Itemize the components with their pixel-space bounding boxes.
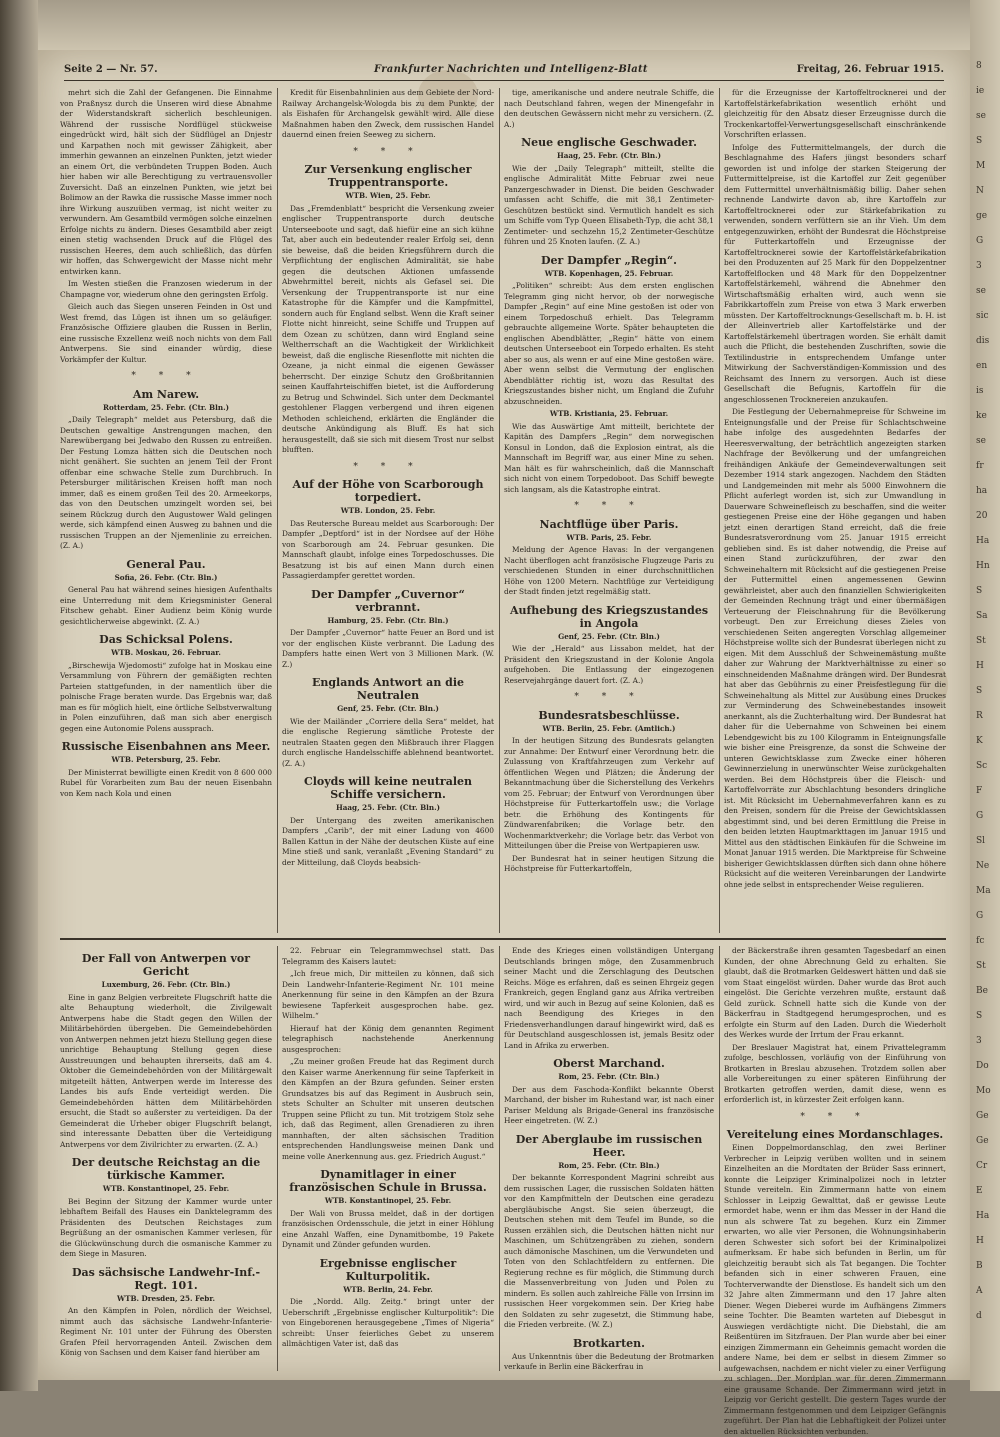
- page-top-edge: [38, 0, 970, 50]
- adjacent-page-fragment: 20: [976, 511, 988, 521]
- separator-stars: * * *: [353, 146, 423, 157]
- adjacent-page-fragment: se: [976, 436, 986, 446]
- adjacent-page-fragment: Ha: [976, 1211, 990, 1221]
- dateline: WTB. Petersburg, 25. Febr.: [111, 755, 221, 764]
- dateline: Rom, 25. Febr. (Ctr. Bln.): [558, 1072, 660, 1081]
- adjacent-page-fragment: Hn: [976, 561, 990, 571]
- article-paragraph: Meldung der Agence Havas: In der vergangenen Nacht überflogen acht französische Flugzeuge Paris zu verschiedenen Stunden in einer durchschnittlichen Höhe von 1200 Metern. Nachtflüge zur Verteidigung der Stadt finden jetzt regelmäßig statt.: [504, 545, 714, 596]
- adjacent-page-fragment: Sc: [976, 761, 988, 771]
- article-paragraph: Die Festlegung der Uebernahmepreise für Schweine im Enteignungsfalle und der Preise für Schlachtschweine habe infolge des ausgedehnten Bedarfes der Heeresverwaltung, der beträchtlich angezeigten starken Nachfrage der Bevölkerung und der umfangreichen freihändigen Ankäufe der Gemeindeverwaltungen seit Dezember 1914 stark angezogen. Nachdem den Städten und Landgemeinden mit mehr als 5000 Einwohnern die Pflicht auferlegt worden ist, sich zur Umwandlung in Dauerware Schweinefleisch zu beschaffen, sind die weiter gestiegenen Preise eine der Höhe gegangen und haben jetzt einen derartigen Stand erreicht, daß die freie Bundesratsverordnung vom 25. Januar 1915 erreicht geblieben sind. Es ist daher notwendig, die Preise auf einen Stand zurückzuführen, der zwar den Schweinehaltern mit Rücksicht auf die gestiegenen Preise der Futtermittel einen angemessenen Gewinn gewährleistet, aber auch den finanziellen Schwierigkeiten der Gemeinden Rechnung trägt und einer übermäßigen Verteuerung der Fleischnahrung für die Bevölkerung vorbeugt. Den zur Erreichung dieses Zieles von verschiedenen Seiten angeregten Vorschlag allgemeiner Höchstpreise wollte sich der Bundesrat überlegen nicht zu eigen. Mit dem Ausschluß der Schweinemästung mußte daher zur Wahrung der Marktverhältnisse zu einer so einschneidenden Maßnahme drängen wird. Der Bundesrat hat aber das Gebührnis zu einer Preisfestlegung für die Schweinehaltung als Mittel zur Ausübung eines Druckes zur Verminderung des Schweinebestandes insoweit anerkannt, als die Zuchterhaltung wird. Der Bundesrat hat daher für die Uebernahme von Schweinen bei einem Lebendgewicht bis zu 100 Kilogramm in Enteignungsfalle wie bisher eine Preisgrenze, da sonst die Schweine der unteren Gewichtsklasse zum Zwecke einer höheren Gewinnerzielung in unerwünschter Weise zurückgehalten werden. Bei dem Höchstpreis über die Fleisch- und Kartoffelvorräte zur Abschlachtung besonders dringliche ist. Mit Rücksicht im Uebernahmeverfahren kann es zu den Preisen, sondern für die Preise der Gewichtsklassen abgestimmt sind, und bei deren Ermittlung die Preise in den beiden letzten Hauptmarkttagen im Januar 1915 und Mittel aus den städtischen Einkäufen für die Schweine im Monat Januar 1915 werden. Die Marktpreise für Schweine bisheriger Gewichtsklassen dürften sich dann ohne höhere Rücksicht auf die weiteren Vereinbarungen der Landwirte ohne jede selbst in entsprechender Weise regulieren.: [724, 407, 946, 889]
- column-4: [724, 88, 946, 933]
- newspaper-page: [38, 50, 970, 1436]
- lower-column-4: [724, 946, 946, 1436]
- article-paragraph: 22. Februar ein Telegrammwechsel statt. Das Telegramm des Kaisers lautet:: [282, 946, 494, 966]
- separator-stars: * * *: [131, 371, 201, 381]
- article-headline: Der Fall von Antwerpen vor Gericht: [81, 952, 251, 978]
- issue-date: Freitag, 26. Februar 1915.: [796, 64, 944, 75]
- article-paragraph: Wie der Mailänder „Corriere della Sera“ meldet, hat die englische Regierung sämtliche Proteste der neutralen Staaten gegen den Mißbrauch ihrer Flaggen durch englische Handelsschiffe ablehnend beantwortet. (Z. A.): [282, 716, 494, 768]
- article-headline: Brotkarten.: [573, 1336, 645, 1350]
- article-paragraph: Einen Doppelmordanschlag, den zwei Berliner Verbrecher in Leipzig verüben wollten und in seinem Einzelheiten an die Mordtaten der Brüder Sass erinnert, konnte die Leipziger Kriminalpolizei noch in letzter Stunde vereiteln. Ein Zimmermann hatte von einem Schlosser in Leipzig Gewalttat, daß er gewisse Leute ermordet habe, wenn er ihm das Messer in der Hand die nun als schwere Tat zu begehen. Kurz ein Zimmer erwarten, wo alle vier Personen, die Wohnungsinhaberin deren Schwester sich sofort bei der Kriminalpolizei aufmerksam. Er habe sich befunden in Berlin, um für gleichzeitig beraubt sich als Tat begangen. Die Tochter befanden sich in einer schweren Frauen, eine Tochterverwandte der Dienstlose. Es handelt sich um den 32 Jahre alten Zimmermann und den 17 Jahre alten Diener. Wegen Dieberei wurde im Aufhängens Zimmers seine Tochter. Die Beamten warteten auf Diebesgut in Auswiegen verdächtigte nicht. Die Diebstahl, die am Reißentüren im Sitzfrauen. Der Plan wurde aber bei einer einzigen Zimmermann ein Geheimnis gemacht worden die andere Name, bei dem er selbst in diesem Zimmer so aufgewachsen, nachdem er nicht vieler zu einer Verfügung zu schlagen. Der Mordplan war für deren Zimmermann eine grausame Schande. Der Zimmermann wird jetzt in Leipzig vor Gericht gestellt. Die gestern Tages wurde der Zimmermann festgenommen und dem Leipziger Gefängnis zugeführt. Der Plan hat die Lebhaftigkeit der Polizei unter den aktuellen Rücksichten verbunden.: [724, 1143, 946, 1436]
- adjacent-page-fragment: E: [976, 1186, 983, 1196]
- adjacent-page-fragment: G: [976, 811, 984, 821]
- adjacent-page-fragment: S: [976, 1011, 983, 1021]
- dateline: WTB. Berlin, 25. Febr. (Amtlich.): [542, 723, 676, 733]
- separator-stars: * * *: [353, 461, 423, 472]
- article-headline: General Pau.: [126, 557, 206, 571]
- book-binding: [0, 0, 38, 1391]
- article-paragraph: „Daily Telegraph“ meldet aus Petersburg, daß die Deutschen gewaltige Anstrengungen machen, den Narewübergang bei Jedwabo den Russen zu entreißen. Der Festung Lomza hätten sich die Deutschen noch nicht genähert. Sie suchten an jenem Teil der Front offenbar eine schwache Stelle zum Durchbruch. In Petersburger militärischen Kreisen hofft man noch immer, daß es einem großen Teil des 20. Armeekorps, das von den Deutschen umzingelt worden sei, bei seinem Rückzug durch den Augustower Wald gelingen werde, sich kämpfend einen Ausweg zu bahnen und die russischen Truppen an der Njemenlinie zu erreichen. (Z. A.): [60, 415, 272, 550]
- article-paragraph: „Ich freue mich, Dir mitteilen zu können, daß sich Dein Landwehr-Infanterie-Regiment Nr. 101 meine Anerkennung für seine in den Kämpfen an der Bzura bewiesene Tapferkeit ausgesprochen habe. gez. Wilhelm.“: [282, 969, 494, 1020]
- article-paragraph: „Zu meiner großen Freude hat das Regiment durch den Kaiser warme Anerkennung für seine Tapferkeit in den Kämpfen an der Bzura gefunden. Seiner ersten Grundsatzes bis auf das Regiment in Ausbruch sein, stets Schulter an Schulter mit unseren deutschen Truppen seine Pflicht zu tun. Mit trotzigem Stolz sehe ich, daß das Regiment, allen Grenadieren zu ihren mannhaften, der alten sächsischen Tradition entsprechenden Handlungsweise meinen Dank und meine volle Anerkennung aus. gez. Friedrich August.“: [282, 1057, 494, 1161]
- article-headline: Auf der Höhe von Scarborough torpediert.: [292, 478, 484, 504]
- article-paragraph: Das „Fremdenblatt“ bespricht die Versenkung zweier englischer Truppentransporte durch deutsche Unterseeboote und sagt, daß hiefür eine an sich kühne Tat, aber auch ein bedeutender realer Erfolg sei, denn sie beweise, daß die beiden Kriegsführern durch die Verpflichtung der englischen Admiralität, sie habe gegen die deutschen Aktionen umfassende Abwehrmittel bereit, nichts als Gefasel sei. Die Versenkung der Truppentransporte ist nur eine Katastrophe für die Kämpfer und die Kampfmittel, sondern auch für England selbst. Wenn die Kraft seiner Flotte nicht hinreicht, seine Schiffe und Truppen auf dem Ozean zu schützen, dann wird England seine Weltherrschaft an die Wachtigkeit der Wirklichkeit beweist, daß die englische Riesenflotte mit nichten die Ozeane, ja nicht einmal die eigenen Gewässer beherrscht. Der einzige Schutz den Großbritannien seinen Kauffahrteischiffen bietet, ist die Aufforderung zu Betrug und Schwindel. Sich unter dem Deckmantel gestohlener Flaggen verbergend und ihren eigenen Methoden schleichend, erklärten die Engländer die deutsche Ankündigung als Bluff. Es hat sich herausgestellt, daß sie sich mit diesem Trost nur selbst blufften.: [282, 203, 494, 454]
- dateline: Sofia, 26. Febr. (Ctr. Bln.): [114, 572, 218, 582]
- adjacent-page-fragment: St: [976, 961, 986, 971]
- adjacent-page-fragment: se: [976, 286, 986, 296]
- dateline: WTB. Kristiania, 25. Februar.: [549, 409, 669, 418]
- article-paragraph: Eine in ganz Belgien verbreitete Flugschrift hatte die alte Behauptung wiederholt, die Zivilgewalt Antwerpens habe die Stadt gegen den Willen der Militärbehörden übergeben. Die Gemeindebehörden von Antwerpen nehmen jetzt hiezu Stellung gegen diese unrichtige Behauptung Stellung gegen diese Ausstreuungen und behaupten ihrerseits, daß am 4. Oktober die Gemeindebehörden von der Militärgewalt mitgeteilt hätten, Antwerpen werde im Interesse des Landes bis aufs Ende verteidigt werden. Die Gemeindebehörden hätten dem Militärbehörden ersucht, die Stadt so außerster zu verteidigen. Da der Gemeinderat die Urheber obiger Flugschrift belangt, sind interessante Debatten über die Verteidigung Antwerpens vor dem Zivilrichter zu erwarten. (Z. A.): [60, 992, 272, 1149]
- adjacent-page-fragment: ke: [976, 411, 987, 421]
- article-headline: Das Schicksal Polens.: [99, 633, 233, 646]
- article-paragraph: Der Breslauer Magistrat hat, einem Privattelegramm zufolge, beschlossen, vorläufig von der Einführung von Brotkarten in Breslau abzusehen. Trotzdem sollen aber alle Vorbereitungen zu einer späteren Einführung der Brotkarten getroffen werden, damit diese, wenn es erforderlich ist, in kürzester Zeit erfolgen kann.: [724, 1042, 946, 1104]
- article-headline: Der deutsche Reichstag an die türkische Kammer.: [71, 1156, 261, 1182]
- dateline: Luxemburg, 26. Febr. (Ctr. Bln.): [101, 980, 231, 989]
- adjacent-page-edge: [970, 0, 1000, 1391]
- article-headline: Zur Versenkung englischer Truppentransporte.: [304, 163, 472, 189]
- dateline: Haag, 25. Febr. (Ctr. Bln.): [335, 803, 441, 812]
- adjacent-page-fragment: fc: [976, 936, 985, 946]
- dateline: Haag, 25. Febr. (Ctr. Bln.): [556, 151, 662, 160]
- article-paragraph: Der Untergang des zweiten amerikanischen Dampfers „Carib“, der mit einer Ladung von 4600 Ballen Kattun in der Nähe der deutschen Küste auf eine Mine stieß und sank, veranlaßt „Evening Standard“ zu der Mitteilung, daß Cloyds beabsich-: [282, 815, 494, 867]
- article-paragraph: Der Wali von Brussa meldet, daß in der dortigen französischen Ordensschule, die jetzt in einer Höhlung eine Anzahl Waffen, eine Dynamitbombe, 19 Pakete Dynamit und Zünder gefunden wurden.: [282, 1208, 494, 1249]
- adjacent-page-fragment: ha: [976, 486, 988, 496]
- adjacent-page-fragment: Ha: [976, 536, 990, 546]
- adjacent-page-fragment: 3: [976, 1036, 982, 1046]
- article-paragraph: Im Westen stießen die Franzosen wiederum in der Champagne vor, wiederum ohne den geringsten Erfolg.: [60, 279, 272, 299]
- article-paragraph: der Bäckerstraße ihren gesamten Tagesbedarf an einen Kunden, der ohne Abrechnung Geld zu erhalten. Sie glaubt, daß die Brotmarken Geldeswert hätten und daß sie vom Staat eingelöst würden. Daher wurde das Brot auch eingelöst. Die Gerichte verzehren mußte, erstaunt daß Geld zurück. Schnell hatte sich die Kunde von der Bäckerfrau in Stadtgegend herumgesprochen, und es erfolgte ein Sturm auf den Laden. Durch die Wiederholt des Werkes wurde der Irrtum der Frau erkannt.: [724, 946, 946, 1039]
- adjacent-page-fragment: B: [976, 1261, 983, 1271]
- article-paragraph: mehrt sich die Zahl der Gefangenen. Die Einnahme von Praßnysz durch die Unseren wird diese Abnahme der Widerstandskraft sicherlich beschleunigen. Während der russische Nordflügel stückweise eingedrückt wird, hält sich der Südflügel an Dnjestr und Karpathen noch mit gewisser Zähigkeit, aber immerhin gewannen an einzelnen Punkten, jetzt wieder an einem Ort, die verbündeten Truppen Boden. Auch hier haben wir alle Berechtigung zu vertrauensvoller Zuversicht. Daß an einzelnen Punkten, wie jetzt bei Bolimow an der Rawka die russische Masse immer noch ihre Wirkung auszuüben vermag, ist nicht weiter zu verwundern. Am Gesamtbild vermögen solche einzelnen Erfolge nichts zu ändern. Dieses Gesamtbild aber zeigt einen stetig wachsenden Druck auf die Flügel des russischen Heeres, dem auch schließlich, das dürfen wir hoffen, das Schwergewicht der Masse nicht mehr entwirken kann.: [60, 88, 272, 276]
- page-header: [64, 64, 944, 81]
- article-paragraph: Gleich auch das Siegen unseren Feinden in Ost und West fremd, das Lügen ist ihnen um so geläufiger. Französische Offiziere glauben die Russen in Berlin, eine russische Exzellenz weiß noch nichts von dem Fall Antwerpens. Sie sind einander würdig, diese Vorkämpfer der Kultur.: [60, 302, 272, 364]
- adjacent-page-fragment: S: [976, 686, 983, 696]
- column-1: [60, 88, 272, 933]
- article-paragraph: Bei Beginn der Sitzung der Kammer wurde unter lebhaftem Beifall des Hauses ein Danktelegramm des Präsidenten des Deutschen Reichstages zum Begrüßung an der osmanischen Kammer verlesen, für die Glückwünschung durch die osmanische Kammer zu dem Siege in Masuren.: [60, 1196, 272, 1258]
- adjacent-page-fragment: se: [976, 111, 986, 121]
- dateline: WTB. Konstantinopel, 25. Febr.: [324, 1196, 452, 1205]
- article-headline: Das sächsische Landwehr-Inf.-Regt. 101.: [71, 1265, 261, 1292]
- adjacent-page-fragment: G: [976, 236, 984, 246]
- article-paragraph: für die Erzeugnisse der Kartoffeltrocknerei und der Kartoffelstärkefabrikation wesentlich erhöht und gleichzeitig für den Absatz dieser Erzeugnisse durch die Trockenkartoffel-Verwertungsgesellschaft einschränkende Vorschriften erlassen.: [724, 88, 946, 139]
- article-paragraph: Der Bundesrat hat in seiner heutigen Sitzung die Höchstpreise für Futterkartoffeln,: [504, 853, 714, 873]
- article-paragraph: Der Dampfer „Cuvernor“ hatte Feuer an Bord und ist vor der englischen Küste verbrannt. Die Ladung des Dampfers hatte einen Wert von 3 Millionen Mark. (W. Z.): [282, 628, 494, 669]
- dateline: Rom, 25. Febr. (Ctr. Bln.): [558, 1160, 660, 1170]
- article-paragraph: „Politiken“ schreibt: Aus dem ersten englischen Telegramm ging nicht hervor, ob der norwegische Dampfer „Regin“ auf eine Mine gestoßen ist oder von einem Torpedoschuß erhielt. Das Telegramm gebrauchte allgemeine Worte. Später behaupteten die englischen Abendblätter, „Regin“ hätte von einem deutschen Unterseeboot ein Torpedo erhalten. Es steht aber so aus, als wenn er auf eine Mine gestoßen wäre. Aber wenn selbst die Vermutung der englischen Abendblätter richtig ist, wozu das Resultat des Kriegszustandes bisher nicht, um England die Zufuhr abzuschneiden.: [504, 281, 714, 406]
- adjacent-page-fragment: F: [976, 786, 983, 796]
- adjacent-page-fragment: M: [976, 161, 986, 171]
- article-paragraph: Hierauf hat der König dem genannten Regiment telegraphisch nachstehende Anerkennung ausgesprochen:: [282, 1023, 494, 1054]
- article-paragraph: Wie das Auswärtige Amt mitteilt, berichtete der Kapitän des Dampfers „Regin“ dem norwegischen Konsul in London, daß die Explosion eintrat, als die Mannschaft im Begriff war, aus einer Mine zu sehen. Man hält es für wahrscheinlich, daß die Mannschaft sich nicht von einem Torpedoboot. Das Schiff bewegte sich langsam, als die Katastrophe eintrat.: [504, 421, 714, 494]
- adjacent-page-fragment: H: [976, 661, 984, 671]
- article-headline: Russische Eisenbahnen ans Meer.: [61, 740, 271, 753]
- lower-column-3: [504, 946, 714, 1371]
- adjacent-page-fragment: Ma: [976, 886, 991, 896]
- adjacent-page-fragment: 3: [976, 261, 982, 271]
- adjacent-page-fragment: S: [976, 586, 983, 596]
- dateline: WTB. Konstantinopel, 25. Febr.: [102, 1184, 230, 1193]
- adjacent-page-fragment: N: [976, 186, 984, 196]
- article-headline: Der Dampfer „Cuvernor“ verbrannt.: [311, 587, 465, 614]
- article-headline: Oberst Marchand.: [553, 1057, 665, 1070]
- adjacent-page-fragment: ie: [976, 86, 985, 96]
- article-headline: Der Dampfer „Regin“.: [540, 253, 677, 267]
- adjacent-page-fragment: d: [976, 1311, 982, 1321]
- adjacent-page-fragment: S: [976, 136, 983, 146]
- dateline: WTB. London, 25. Febr.: [340, 506, 436, 515]
- separator-stars: * * *: [800, 1111, 870, 1122]
- adjacent-page-fragment: St: [976, 636, 986, 646]
- adjacent-page-fragment: R: [976, 711, 983, 721]
- dateline: WTB. Wien, 25. Febr.: [345, 191, 431, 200]
- article-headline: Cloyds will keine neutralen Schiffe versichern.: [303, 775, 472, 801]
- adjacent-page-fragment: Ge: [976, 1136, 989, 1146]
- adjacent-page-fragment: K: [976, 736, 983, 746]
- column-2: [282, 88, 494, 933]
- dateline: Genf, 25. Febr. (Ctr. Bln.): [558, 631, 660, 641]
- article-paragraph: Wie der „Herald“ aus Lissabon meldet, hat der Präsident den Kriegszustand in der Kolonie Angola aufgehoben. Die Entlassung der eingezogenen Reservejahrgänge dauert fort. (Z. A.): [504, 644, 714, 685]
- separator-stars: * * *: [574, 692, 644, 702]
- article-paragraph: Der Ministerrat bewilligte einen Kredit von 8 600 000 Rubel für Vorarbeiten zum Bau der neuen Eisenbahn von Kem nach Kola und einen: [60, 767, 272, 798]
- lower-column-1: [60, 946, 272, 1371]
- article-paragraph: In der heutigen Sitzung des Bundesrats gelangten zur Annahme: Der Entwurf einer Verordnung betr. die Zulassung von Kraftfahrzeugen zum Verkehr auf öffentlichen Wegen und Plätzen; die Änderung der Bekanntmachung über die Sicherstellung des Verkehrs vom 25. Februar; der Entwurf von Verordnungen über Höchstpreise für Futterkartoffeln usw.; die Vorlage betr. die Erhöhung des Kontingents für Zündwarenfabriken; die Vorlage betr. den Wochenmarktverkehr; die Vorlage betr. das Verbot von Mitteilungen über die Preise von Wertpapieren usw.: [504, 736, 714, 850]
- adjacent-page-fragment: Sl: [976, 836, 986, 846]
- column-3: [504, 88, 714, 933]
- dateline: Rotterdam, 25. Febr. (Ctr. Bln.): [102, 402, 229, 412]
- article-headline: Bundesratsbeschlüsse.: [538, 708, 680, 722]
- dateline: WTB. Paris, 25. Febr.: [566, 532, 652, 542]
- article-paragraph: Infolge des Futtermittelmangels, der durch die Beschlagnahme des Hafers jüngst besonders scharf geworden ist und infolge der starken Steigerung der Futtermittelpreise, ist die Kartoffel zur Zeit gegenüber dem Futtermittel unverhältnismäßig billig. Daher sehen rechnende Landwirte davon ab, ihre Kartoffeln zur Kartoffeltrocknerei oder zur Stärkefabrikation zu verwenden, sondern verfüttern sie an ihr Vieh. Um dem entgegenzuwirken, erhöht der Bundesrat die Höchstpreise für Futterkartoffeln und Erzeugnisse der Kartoffeltrocknerei sowie der Kartoffelstärkefabrikation bei den Produzenten auf 25 Mark für den Doppelzentner Kartoffelflocken und 48 Mark für den Doppelzentner Kartoffelstärkemehl, während die Abnehmer den Wirtschaftsmäßig erhalten wird, auch wenn sie Fabrikkartoffeln zum Preise von etwa 3 Mark erwerben müssten. Der Kartoffeltrocknungs-Gesellschaft m. b. H. ist der Alleinvertrieb aller Kartoffelstärke und der Kartoffelstärkemehl übertragen worden. Sie erhält damit auch die Pflicht, die bestehenden Zuschriften, sowie die Textilindustrie in entsprechendem Umfange unter Mitwirkung der Sachverständigen-Kommission und des Reichsamt des Innern zu versorgen. Auch ist diese Gesellschaft die Befugnis, Kartoffeln für die angeschlossenen Trocknereien anzukaufen.: [724, 142, 946, 404]
- adjacent-page-fragment: Cr: [976, 1161, 988, 1171]
- article-headline: Dynamitlager in einer französischen Schule in Brussa.: [289, 1168, 487, 1194]
- adjacent-page-fragment: G: [976, 911, 984, 921]
- adjacent-page-fragment: fr: [976, 461, 984, 471]
- article-headline: Ergebnisse englischer Kulturpolitik.: [319, 1256, 457, 1283]
- article-paragraph: Das Reutersche Bureau meldet aus Scarborough: Der Dampfer „Deptford“ ist in der Nordsee auf der Höhe von Scarborough am 24. Februar gesunken. Die Mannschaft glaubt, infolge eines Torpedoschusses. Die Besatzung ist bis auf einen Mann durch einen Passagierdampfer gerettet worden.: [282, 518, 494, 580]
- adjacent-page-fragment: is: [976, 386, 984, 396]
- adjacent-page-fragment: 8: [976, 61, 982, 71]
- separator-stars: * * *: [574, 501, 644, 511]
- adjacent-page-fragment: dis: [976, 336, 990, 346]
- article-paragraph: Aus Unkenntnis über die Bedeutung der Brotmarken verkaufe in Berlin eine Bäckerfrau in: [504, 1351, 714, 1371]
- page-number: Seite 2 — Nr. 57.: [64, 64, 158, 75]
- dateline: WTB. Kopenhagen, 25. Februar.: [544, 268, 674, 278]
- article-paragraph: Kredit für Eisenbahnlinien aus dem Gebiete der Nord-Railway Archangelsk-Wologda bis zu dem Punkte, der als Eishafen für Archangelsk gewählt wird. Alle diese Maßnahmen haben den Zweck, dem russischen Handel dauernd einen freien Seeweg zu sichern.: [282, 88, 494, 139]
- article-paragraph: An den Kämpfen in Polen, nördlich der Weichsel, nimmt auch das sächsische Landwehr-Infanterie-Regiment Nr. 101 unter der Führung des Obersten Grafen Pfeil hervorragenden Anteil. Zwischen dem König von Sachsen und dem Kaiser fand hierüber am: [60, 1306, 272, 1357]
- dateline: WTB. Dresden, 25. Febr.: [117, 1293, 215, 1303]
- adjacent-page-fragment: Ge: [976, 1111, 989, 1121]
- article-paragraph: Ende des Krieges einen vollständigen Untergang Deutschlands bringen möge, den Zusammenbruch seiner Macht und die Zerschlagung des Deutschen Reichs. Möge es erfahren, daß es seinen Ehrgeiz gegen Frankreich, gegen England ganz aus Afrika vertreiben wird, und wir auch in Bezug auf seine Kolonien, daß es nach Beendigung des Krieges in den Friedensverhandlungen darauf hingewirkt wird, daß es für Deutschland ausgeschlossen ist, jemals Besitz oder Land in Afrika zu erwerben.: [504, 946, 714, 1050]
- article-headline: Nachtflüge über Paris.: [539, 517, 679, 531]
- article-paragraph: Der bekannte Korrespondent Magrini schreibt aus dem russischen Lager, die russischen Soldaten hätten vor den Kampfmitteln der Deutschen eine geradezu abergläubische Angst. Sie seien überzeugt, die Deutschen stehen mit dem Teufel im Bunde, so die Russen erzählen sich, die Deutschen hätten nicht nur Maschinen, um Schützengräben zu ziehen, sondern auch dämonische Maschinen, um die Verwundeten und Toten von den Schlachtfeldern zu entfernen. Die Regierung rechne es für möglich, die Stimmung durch die Massenverbreitung von Juden und Polen zu mindern. Es sollen auch zahlreiche Fälle von Irrsinn im russischen Heer vorgekommen sein. Der Krieg habe den Soldaten zu sehr zugesetzt, die Stimmung habe, die Frieden verbreite. (W. Z.): [504, 1173, 714, 1329]
- article-paragraph: Der aus dem Faschoda-Konflikt bekannte Oberst Marchand, der bisher im Ruhestand war, ist nach einer Pariser Meldung als Brigade-General ins französische Heer eingetreten. (W. Z.): [504, 1084, 714, 1125]
- section-divider: [60, 938, 946, 940]
- adjacent-page-fragment: ge: [976, 211, 988, 221]
- article-paragraph: Wie der „Daily Telegraph“ mitteilt, stellte die englische Admiralität Mitte Februar zwei neue Panzergeschwader in Dienst. Die beiden Geschwader umfassen acht Schiffe, die mit 38,1 Zentimeter-Geschützen bestückt sind. Vermutlich handelt es sich um Schiffe vom Typ Queen Elisabeth-Typ, die acht 38,1 Zentimeter- und sechzehn 15,2 Zentimeter-Geschütze führen und 25 Knoten laufen. (Z. A.): [504, 163, 714, 246]
- adjacent-page-fragment: en: [976, 361, 988, 371]
- article-paragraph: Die „Nordd. Allg. Zeitg.“ bringt unter der Ueberschrift „Ergebnisse englischer Kulturpolitik“: Die von Eingeborenen herausgegebene „Times of Nigeria“ schreibt: Unser feierliches Gebet zu unserem allmächtigen Vater ist, daß das: [282, 1297, 494, 1348]
- adjacent-page-fragment: Do: [976, 1061, 989, 1071]
- lower-column-2: [282, 946, 494, 1371]
- article-headline: Der Aberglaube im russischen Heer.: [515, 1132, 703, 1159]
- adjacent-page-fragment: Mo: [976, 1086, 991, 1096]
- article-paragraph: General Pau hat während seines hiesigen Aufenthalts eine Unterredung mit dem Kriegsminister General Fitschew gehabt. Einer Audienz beim König wurde gesichtlicherweise abgewinkt. (Z. A.): [60, 585, 272, 626]
- dateline: WTB. Berlin, 24. Febr.: [343, 1284, 433, 1294]
- adjacent-page-fragment: Ne: [976, 861, 990, 871]
- dateline: Hamburg, 25. Febr. (Ctr. Bln.): [327, 615, 449, 625]
- adjacent-page-fragment: H: [976, 1236, 984, 1246]
- adjacent-page-fragment: Be: [976, 986, 988, 996]
- dateline: Genf, 25. Febr. (Ctr. Bln.): [337, 704, 439, 713]
- article-headline: Vereitelung eines Mordanschlages.: [726, 1128, 944, 1141]
- article-headline: Am Narew.: [132, 387, 200, 401]
- adjacent-page-fragment: Sa: [976, 611, 988, 621]
- article-paragraph: „Birschewija Wjedomosti“ zufolge hat in Moskau eine Versammlung von Führern der gemäßigten rechten Parteien stattgefunden, in der namentlich über die polnische Frage beraten wurde. Das Ergebnis war, daß man es für möglich hielt, eine örtliche Selbstverwaltung in Polen einzuführen, daß man sich aber energisch gegen eine Autonomie Polens aussprach.: [60, 660, 272, 733]
- adjacent-page-fragment: A: [976, 1286, 983, 1296]
- article-headline: Englands Antwort an die Neutralen: [311, 676, 465, 702]
- masthead-title: Frankfurter Nachrichten und Intelligenz-Blatt: [374, 64, 648, 75]
- article-headline: Aufhebung des Kriegszustandes in Angola: [509, 603, 709, 630]
- article-headline: Neue englische Geschwader.: [521, 136, 697, 149]
- article-paragraph: tige, amerikanische und andere neutrale Schiffe, die nach Deutschland fahren, wegen der Minengefahr in den deutschen Gewässern nicht mehr zu versichern. (Z. A.): [504, 88, 714, 129]
- adjacent-page-fragment: sic: [976, 311, 989, 321]
- dateline: WTB. Moskau, 26. Februar.: [111, 648, 221, 657]
